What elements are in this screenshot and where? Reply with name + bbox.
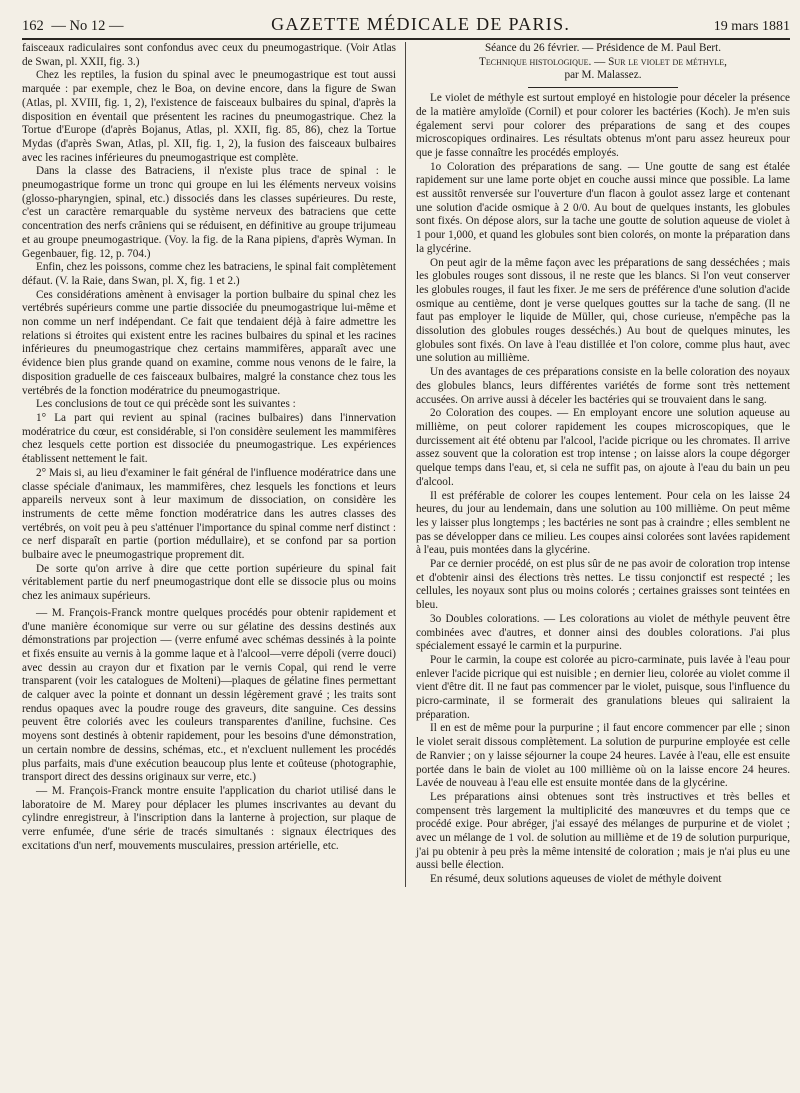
- paragraph: 2° Mais si, au lieu d'examiner le fait général de l'influence modératrice dans une classe spéciale d'animaux, les mammifères, chez lesquels les fonctions et leurs appareils nerveux sont à leur maximum de dissociation, on considère les instruments de cette même fonction modératrice dans les autres classes des vertébrés, on voit peu à peu s'atténuer l'importance du spinal comme nerf distinct : ce nerf disparaît en partie (portion médullaire), et se confond par sa portion bulbaire avec le pneumogastrique proprement dit.: [22, 466, 396, 562]
- paragraph: 3o Doubles colorations. — Les colorations au violet de méthyle peuvent être combinées avec d'autres, et donner ainsi des doubles colorations. J'ai plus spécialement essayé le carmin et la purpurine.: [416, 612, 790, 653]
- paragraph: Pour le carmin, la coupe est colorée au picro-carminate, puis lavée à l'eau pour enlever l'acide picrique qui est nuisible ; en dernier lieu, colorée au violet comme il vient d'être dit. Il ne faut pas commencer par le violet, puisque, sous l'influence du picro-carminate, il se formerait des granulations bleues qui saliraient la préparation.: [416, 653, 790, 721]
- paragraph: faisceaux radiculaires sont confondus avec ceux du pneumogastrique. (Voir Atlas de Swan, pl. XXII, fig. 3.): [22, 42, 396, 68]
- left-column: [22, 42, 406, 887]
- paragraph: On peut agir de la même façon avec les préparations de sang desséchées ; mais les globules rouges sont dissous, il ne reste que les blancs. Si l'on veut conserver les globules rouges, il faut les fixer. Je me sers de préférence d'une solution d'acide osmique au centième, dont je verse quelques gouttes sur la tache de sang. (Il ne faut pas employer le liquide de Müller, qui, chose curieuse, n'empêche pas la dissolution des globules rouges desséchés.) Au bout de quelques minutes, les globules sont fixés. On lave à l'eau distillée et l'on colore, comme plus haut, avec une solution au millième.: [416, 256, 790, 365]
- paragraph: Par ce dernier procédé, on est plus sûr de ne pas avoir de coloration trop intense et d'obtenir ainsi des élections très nettes. Le tissu conjonctif est respecté ; les cellules, les noyaux sont plus ou moins colorés ; certaines graisses sont teintées en bleu.: [416, 558, 790, 612]
- paragraph: Un des avantages de ces préparations consiste en la belle coloration des noyaux des globules blancs, leurs différentes variétés de forme sont très nettement accusées. On arrive aussi à déceler les bactéries qui se trouvaient dans le sang.: [416, 366, 790, 406]
- journal-title: GAZETTE MÉDICALE DE PARIS.: [271, 14, 571, 34]
- paragraph: Les préparations ainsi obtenues sont très instructives et très belles et compensent très largement la multiplicité des manœuvres et du temps que ce procédé exige. Pour abréger, j'ai essayé des mélanges de purpurine et de violet ; avec un mélange de 1 vol. de solution au millième et de 19 de solution purpurique, j'ai pu obtenir à peu près la même intensité de coloration ; mais je n'ai plus eu une aussi belle élection.: [416, 790, 790, 872]
- paragraph: Le violet de méthyle est surtout employé en histologie pour déceler la présence de la matière amyloïde (Cornil) et pour colorer les bactéries (Koch). Je m'en suis également servi pour colorer des préparations de sang et des coupes microscopiques ordinaires. Les résultats obtenus m'ont paru assez heureux pour que je fasse connaître les procédés employés.: [416, 92, 790, 159]
- paragraph: Il en est de même pour la purpurine ; il faut encore commencer par elle ; sinon le violet serait dissous complètement. La solution de purpurine employée est celle de Ranvier ; on y laisse séjourner la coupe 24 heures. Lavée à l'eau, elle est ensuite portée dans le bain de violet au 100 millième où on la laisse encore 24 heures. Lavée de nouveau à l'eau elle est ensuite montée dans de la glycérine.: [416, 722, 790, 790]
- paragraph: 1o Coloration des préparations de sang. — Une goutte de sang est étalée rapidement sur une lame porte objet en couche aussi mince que possible. La lame est aussitôt renversée sur l'ouverture d'un flacon à goulot assez large et contenant une solution d'acide osmique à 2 0/0. Au bout de quelques instants, les globules sont fixés. On dépose alors, sur la tache une goutte de solution aqueuse de violet à 1 pour 1,000, et quand les globules sont bien colorés, on monte la préparation dans la glycérine.: [416, 160, 790, 255]
- issue-number: — No 12 —: [51, 18, 124, 34]
- article-author: par M. Malassez.: [564, 69, 642, 82]
- paragraph: Enfin, chez les poissons, comme chez les batraciens, le spinal fait complètement défaut. (V. la Raie, dans Swan, pl. X, fig. 1 et 2.): [22, 261, 396, 287]
- columns: [22, 42, 790, 887]
- article-heading: Technique histologique. — Sur le violet de méthyle,: [479, 55, 727, 68]
- paragraph: Il est préférable de colorer les coupes lentement. Pour cela on les laisse 24 heures, du jour au lendemain, dans une solution au 100 millième. On peut même les y laisser plus longtemps ; les bactéries ne sont pas à craindre ; elles semblent ne pas se développer dans ce milieu. Les coupes ainsi colorées sont lavées rapidement à l'eau, puis montées dans la glycérine.: [416, 489, 790, 557]
- paragraph: — M. François-Franck montre ensuite l'application du chariot utilisé dans le laboratoire de M. Marey pour déplacer les plumes inscrivantes au devant du cylindre enregistreur, à l'inscription dans la lanterne à projection, sur plaque de verre enfumée, d'une série de tracés simultanés : signaux électriques des excitations d'un nerf, mouvements musculaires, pression artérielle, etc.: [22, 784, 396, 852]
- paragraph: — M. François-Franck montre quelques procédés pour obtenir rapidement et d'une manière économique sur verre ou sur gélatine des dessins destinés aux démonstrations par projection — (verre enfumé avec schémas dessinés à la pointe et fixés ensuite au vernis à la gomme laque et à l'alcool—verre dépoli (verre douci) avec dessin au crayon dur et fixation par le vernis Copal, qui rend le verre transparent (voir les catalogues de Molteni)—plaques de gélatine fines permettant de calquer avec la pointe et donnant un dessin légèrement gravé ; les traits sont rendus opaques avec la poudre rouge des graveurs, dite sanguine. Ces dessins peuvent être coloriés avec les couleurs transparentes d'aniline, fuchsine. Ces moyens sont destinés à obtenir rapidement, pour les besoins d'une démonstration, un certain nombre de dessins, schémas, etc., et n'excluent nullement les procédés plus parfaits, mais d'une exécution beaucoup plus lente et coûteuse (photographie, transport direct des dessins originaux sur verre, etc.): [22, 606, 396, 784]
- right-column: [406, 42, 790, 887]
- page-number: 162: [22, 18, 44, 34]
- paragraph: Dans la classe des Batraciens, il n'existe plus trace de spinal : le pneumogastrique forme un tronc qui groupe en lui les éléments nerveux voisins (glosso-pharyngien, spinal, etc.) dissociés dans les classes supérieures. Du reste, c'est un caractère remarquable du système nerveux des batraciens que cette concentration des nerfs crâniens qui se réduisent, en définitive au groupe trijumeau et au groupe pneumogastrique. (Voy. la fig. de la Rana pipiens, d'après Wyman. In Gegenbauer, fig. 12, p. 704.): [22, 165, 396, 260]
- paragraph: Ces considérations amènent à envisager la portion bulbaire du spinal chez les vertébrés supérieurs comme une partie dissociée du pneumogastrique lui-même et non comme un nerf indépendant. Ce fait que tendaient déjà à faire admettre les relations si étroites qui existent entre les racines bulbaires du spinal et les racines inférieures du pneumogastrique chez certains mammifères, apparaît avec une évidence bien plus grande quand on examine, comme nous venons de le faire, la disposition graduelle de ces faisceaux bulbaires, malgré la constance chez tous les vertébrés de la fonction modératrice du pneumogastrique.: [22, 288, 396, 397]
- divider: [528, 87, 678, 88]
- page-header: [22, 14, 790, 40]
- session-line: Séance du 26 février. — Présidence de M. Paul Bert.: [484, 42, 722, 54]
- issue-date: 19 mars 1881: [713, 19, 790, 34]
- paragraph: En résumé, deux solutions aqueuses de violet de méthyle doivent: [430, 873, 722, 886]
- paragraph: De sorte qu'on arrive à dire que cette portion supérieure du spinal fait véritablement partie du nerf pneumogastrique dont elle se dissocie plus ou moins chez les animaux supérieurs.: [22, 562, 396, 603]
- header-left: [22, 18, 127, 35]
- paragraph: Les conclusions de tout ce qui précède sont les suivantes :: [36, 398, 296, 411]
- paragraph: Chez les reptiles, la fusion du spinal avec le pneumogastrique est tout aussi marquée : par exemple, chez le Boa, on devine encore, dans la figure de Swan (Atlas, pl. XVIII, fig. 1, 2), l'existence de faisceaux bulbaires du spinal, d'après la disposition en éventail que présentent les racines du pneumogastrique. Chez la Tortue d'Europe (d'après Bojanus, Atlas, pl. XXII, fig. 85, 86), chez la Tortue Mydas (d'après Swan, Atlas, pl. XII, fig. 1, 2), la fusion des faisceaux bulbaires avec les racines inférieures du pneumogastrique est complète.: [22, 69, 396, 164]
- paragraph: 1° La part qui revient au spinal (racines bulbaires) dans l'innervation modératrice du cœur, est considérable, si l'on considère seulement les mammifères chez lesquels cette portion est dissociée du pneumogastrique. Les expériences établissent nettement le fait.: [22, 411, 396, 466]
- paragraph: 2o Coloration des coupes. — En employant encore une solution aqueuse au millième, on peut colorer rapidement les coupes microscopiques, que le durcissement ait été obtenu par l'alcool, l'acide picrique ou les chromates. Il arrive assez souvent que la coloration est trop intense ; on laisse alors la coupe dégorger quelque temps dans l'eau, et, si cela ne suffit pas, on ajoute à l'eau du bain un peu d'alcool.: [416, 407, 790, 488]
